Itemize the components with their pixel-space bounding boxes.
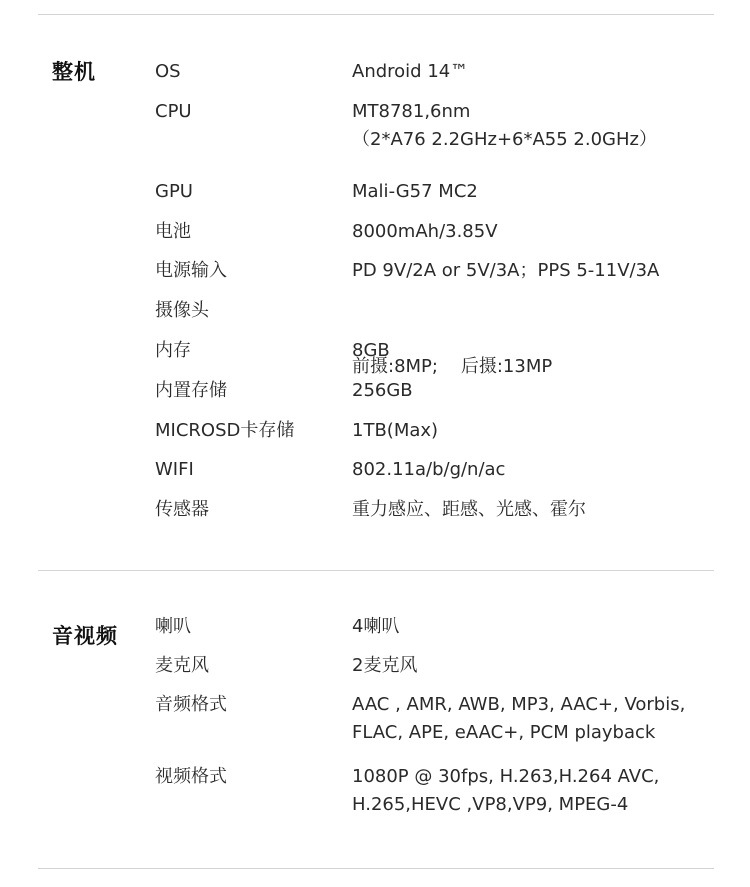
spec-label: 内存 xyxy=(155,340,191,361)
spec-label: OS xyxy=(155,61,181,82)
spec-label: MICROSD卡存储 xyxy=(155,420,295,441)
spec-value: Android 14™ xyxy=(352,61,469,82)
spec-value: 4喇叭 xyxy=(352,616,400,637)
spec-value: 256GB xyxy=(352,380,413,401)
spec-label: 摄像头 xyxy=(155,300,209,321)
spec-value: Mali-G57 MC2 xyxy=(352,181,478,202)
spec-value: 重力感应、距感、光感、霍尔 xyxy=(352,499,586,520)
section-title-general: 整机 xyxy=(52,60,96,84)
spec-label: 内置存储 xyxy=(155,380,227,401)
spec-label: GPU xyxy=(155,181,193,202)
spec-value: 8GB xyxy=(352,340,390,361)
spec-label: 传感器 xyxy=(155,499,209,520)
spec-label: 电源输入 xyxy=(155,260,227,281)
spec-value: 2麦克风 xyxy=(352,655,418,676)
divider-bottom xyxy=(38,868,714,869)
divider-top xyxy=(38,14,714,15)
spec-value: 802.11a/b/g/n/ac xyxy=(352,459,506,480)
spec-value: 1080P @ 30fps, H.263,H.264 AVC, H.265,HEVC ,VP8,VP9, MPEG-4 xyxy=(352,766,660,815)
spec-value: MT8781,6nm （2*A76 2.2GHz+6*A55 2.0GHz） xyxy=(352,101,657,150)
spec-label: CPU xyxy=(155,101,192,122)
spec-label: 麦克风 xyxy=(155,655,209,676)
spec-label: 视频格式 xyxy=(155,766,227,787)
divider-middle xyxy=(38,570,714,571)
spec-value: 8000mAh/3.85V xyxy=(352,221,498,242)
section-title-audio-video: 音视频 xyxy=(52,624,118,648)
spec-label: WIFI xyxy=(155,459,194,480)
spec-value: 1TB(Max) xyxy=(352,420,439,441)
spec-label: 音频格式 xyxy=(155,694,227,715)
spec-label: 喇叭 xyxy=(155,616,191,637)
spec-value: 前摄:8MP; 后摄:13MP xyxy=(352,356,553,377)
spec-label: 电池 xyxy=(155,221,191,242)
spec-value: AAC , AMR, AWB, MP3, AAC+, Vorbis, FLAC, APE, eAAC+, PCM playback xyxy=(352,694,686,743)
spec-value: PD 9V/2A or 5V/3A；PPS 5-11V/3A xyxy=(352,260,660,281)
